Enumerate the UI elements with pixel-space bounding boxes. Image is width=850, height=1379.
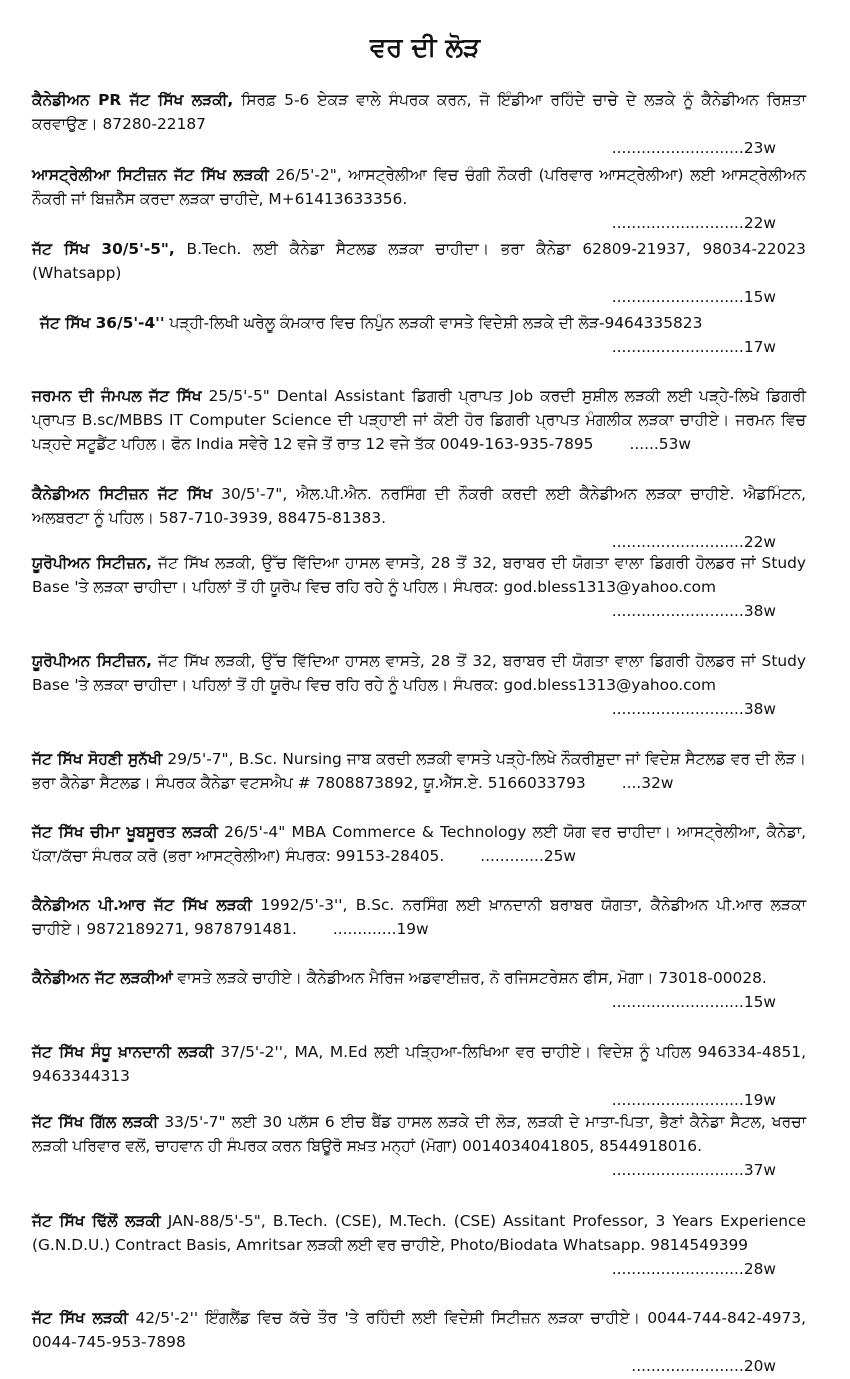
classified-ad <box>32 551 806 623</box>
ad-heading: ਜੱਟ ਸਿੱਖ ਗਿੱਲ ਲੜਕੀ <box>32 1113 159 1131</box>
ad-code: ...........................23w <box>611 139 776 157</box>
ad-heading: ਕੈਨੇਡੀਅਨ ਸਿਟੀਜ਼ਨ ਜੱਟ ਸਿੱਖ <box>32 485 213 503</box>
ad-heading: ਆਸਟ੍ਰੇਲੀਆ ਸਿਟੀਜ਼ਨ ਜੱਟ ਸਿੱਖ ਲੜਕੀ <box>32 166 269 184</box>
ad-text: 1992/5'-3'', B.Sc. ਨਰਸਿੰਗ ਲਈ ਖ਼ਾਨਦਾਨੀ ਬਰਾਬਰ ਯੋਗਤਾ, ਕੈਨੇਡੀਅਨ ਪੀ.ਆਰ ਲੜਕਾ ਚਾਹੀਏ। 9872189271, 9878791481. <box>32 896 806 938</box>
classified-ad <box>32 966 806 1014</box>
ad-text: 26/5'-4" MBA Commerce & Technology ਲਈ ਯੋਗ ਵਰ ਚਾਹੀਦਾ। ਆਸਟ੍ਰੇਲੀਆ, ਕੈਨੇਡਾ, ਪੱਕਾ/ਕੱਚਾ ਸੰਪਰਕ ਕਰੋ (ਭਰਾ ਆਸਟ੍ਰੇਲੀਆ) ਸੰਪਰਕ: 99153-28405. <box>32 823 807 865</box>
ad-code: ...........................19w <box>611 1091 776 1109</box>
ad-heading: ਜੱਟ ਸਿੱਖ ਸੰਧੂ ਖ਼ਾਨਦਾਨੀ ਲੜਕੀ <box>32 1043 214 1061</box>
ad-text: 42/5'-2'' ਇੰਗਲੈਂਡ ਵਿਚ ਕੱਚੇ ਤੌਰ 'ਤੇ ਰਹਿੰਦੀ ਲਈ ਵਿਦੇਸ਼ੀ ਸਿਟੀਜ਼ਨ ਲੜਕਾ ਚਾਹੀਏ। 0044-744-842-4973, 0044-745-953-7898 <box>32 1309 807 1351</box>
page-title: ਵਰ ਦੀ ਲੋੜ <box>369 33 481 63</box>
ad-heading: ਕੈਨੇਡੀਅਨ ਪੀ.ਆਰ ਜੱਟ ਸਿੱਖ ਲੜਕੀ <box>32 896 252 914</box>
ad-heading: ਕੈਨੇਡੀਅਨ PR ਜੱਟ ਸਿੱਖ ਲੜਕੀ, <box>32 91 234 109</box>
ad-code: ....32w <box>621 774 674 792</box>
ad-code: ...........................15w <box>611 288 776 306</box>
classified-ad <box>32 1040 806 1112</box>
classified-ad <box>32 820 806 868</box>
ad-code: ...........................22w <box>611 214 776 232</box>
ad-code: ...........................28w <box>611 1260 776 1278</box>
ad-text: ਜੱਟ ਸਿੱਖ ਲੜਕੀ, ਉੱਚ ਵਿੱਦਿਆ ਹਾਸਲ ਵਾਸਤੇ, 28 ਤੋਂ 32, ਬਰਾਬਰ ਦੀ ਯੋਗਤਾ ਵਾਲਾ ਡਿਗਰੀ ਹੋਲਡਰ ਜਾਂ Study Base 'ਤੇ ਲੜਕਾ ਚਾਹੀਦਾ। ਪਹਿਲਾਂ ਤੋਂ ਹੀ ਯੂਰੋਪ ਵਿਚ ਰਹਿ ਰਹੇ ਨੂੰ ਪਹਿਲ। ਸੰਪਰਕ: god.bless1313@yahoo.com <box>32 554 806 596</box>
classified-ad <box>32 893 806 941</box>
ad-code: .............19w <box>332 920 429 938</box>
classified-ad <box>32 1110 806 1182</box>
classified-ad <box>32 747 806 795</box>
ad-text: ਵਾਸਤੇ ਲੜਕੇ ਚਾਹੀਏ। ਕੈਨੇਡੀਅਨ ਮੈਰਿਜ ਅਡਵਾਈਜ਼ਰ, ਨੋ ਰਜਿਸਟਰੇਸ਼ਨ ਫੀਸ, ਮੋਗਾ। 73018-00028. <box>172 969 767 987</box>
ad-heading: ਜੱਟ ਸਿੱਖ 36/5'-4'' <box>40 314 165 332</box>
ad-text: ਸਿਰਫ਼ 5-6 ਏਕੜ ਵਾਲੇ ਸੰਪਰਕ ਕਰਨ, ਜੋ ਇੰਡੀਆ ਰਹਿੰਦੇ ਚਾਚੇ ਦੇ ਲੜਕੇ ਨੂੰ ਕੈਨੇਡੀਅਨ ਰਿਸ਼ਤਾ ਕਰਵਾਉਣ। 87280-22187 <box>32 91 806 133</box>
ad-text: B.Tech. ਲਈ ਕੈਨੇਡਾ ਸੈਟਲਡ ਲੜਕਾ ਚਾਹੀਦਾ। ਭਰਾ ਕੈਨੇਡਾ 62809-21937, 98034-22023 (Whatsapp) <box>32 240 806 282</box>
classified-ad <box>32 482 806 554</box>
ad-heading: ਜੱਟ ਸਿੱਖ ਢਿੱਲੋਂ ਲੜਕੀ <box>32 1212 161 1230</box>
ad-text: JAN-88/5'-5", B.Tech. (CSE), M.Tech. (CSE) Assitant Professor, 3 Years Experience (G.N.D.U.) Contract Basis, Amritsar ਲੜਕੀ ਲਈ ਵਰ ਚਾਹੀਏ, Photo/Biodata Whatsapp. 9814549399 <box>32 1212 806 1254</box>
classified-ad <box>32 163 806 235</box>
ad-heading: ਯੂਰੋਪੀਅਨ ਸਿਟੀਜ਼ਨ, <box>32 554 152 572</box>
ad-text: 29/5'-7", B.Sc. Nursing ਜਾਬ ਕਰਦੀ ਲੜਕੀ ਵਾਸਤੇ ਪੜ੍ਹੇ-ਲਿਖੇ ਨੌਕਰੀਸ਼ੁਦਾ ਜਾਂ ਵਿਦੇਸ਼ ਸੈਟਲਡ ਵਰ ਦੀ ਲੋੜ। ਭਰਾ ਕੈਨੇਡਾ ਸੈਟਲਡ। ਸੰਪਰਕ ਕੈਨੇਡਾ ਵਟਸਐਪ # 7808873892, ਯੂ.ਐੱਸ.ਏ. 5166033793 <box>32 750 806 792</box>
ad-code: ...........................22w <box>611 533 776 551</box>
classified-ad <box>32 1306 806 1378</box>
classified-ad <box>32 649 806 721</box>
classified-ad <box>32 311 806 359</box>
ad-code: ...........................38w <box>611 700 776 718</box>
ad-heading: ਕੈਨੇਡੀਅਨ ਜੱਟ ਲੜਕੀਆਂ <box>32 969 173 987</box>
ad-code: ...........................37w <box>611 1161 776 1179</box>
classified-ad <box>32 88 806 160</box>
classified-ad <box>32 1209 806 1281</box>
ad-text: 37/5'-2'', MA, M.Ed ਲਈ ਪੜ੍ਹਿਆ-ਲਿਖਿਆ ਵਰ ਚਾਹੀਏ। ਵਿਦੇਸ਼ ਨੂੰ ਪਹਿਲ 946334-4851, 9463344313 <box>32 1043 806 1085</box>
ad-heading: ਯੂਰੋਪੀਅਨ ਸਿਟੀਜ਼ਨ, <box>32 652 152 670</box>
ad-text: ਜੱਟ ਸਿੱਖ ਲੜਕੀ, ਉੱਚ ਵਿੱਦਿਆ ਹਾਸਲ ਵਾਸਤੇ, 28 ਤੋਂ 32, ਬਰਾਬਰ ਦੀ ਯੋਗਤਾ ਵਾਲਾ ਡਿਗਰੀ ਹੋਲਡਰ ਜਾਂ Study Base 'ਤੇ ਲੜਕਾ ਚਾਹੀਦਾ। ਪਹਿਲਾਂ ਤੋਂ ਹੀ ਯੂਰੋਪ ਵਿਚ ਰਹਿ ਰਹੇ ਨੂੰ ਪਹਿਲ। ਸੰਪਰਕ: god.bless1313@yahoo.com <box>32 652 806 694</box>
classified-ad <box>32 237 806 309</box>
ad-code: ...........................17w <box>611 338 776 356</box>
classified-ad <box>32 384 806 456</box>
ad-code: .............25w <box>480 847 577 865</box>
ad-heading: ਜੱਟ ਸਿੱਖ 30/5'-5", <box>32 240 175 258</box>
ad-heading: ਜੱਟ ਸਿੱਖ ਚੀਮਾ ਖੂਬਸੂਰਤ ਲੜਕੀ <box>32 823 218 841</box>
ad-heading: ਜੱਟ ਸਿੱਖ ਲੜਕੀ <box>32 1309 129 1327</box>
ad-heading: ਜੱਟ ਸਿੱਖ ਸੋਹਣੀ ਸੁਨੱਖੀ <box>32 750 163 768</box>
ad-code: .......................20w <box>631 1357 776 1375</box>
ad-text: 25/5'-5" Dental Assistant ਡਿਗਰੀ ਪ੍ਰਾਪਤ Job ਕਰਦੀ ਸੁਸ਼ੀਲ ਲੜਕੀ ਲਈ ਪੜ੍ਹੇ-ਲਿਖੇ ਡਿਗਰੀ ਪ੍ਰਾਪਤ B.sc/MBBS IT Computer Science ਦੀ ਪੜ੍ਹਾਈ ਜਾਂ ਕੋਈ ਹੋਰ ਡਿਗਰੀ ਪ੍ਰਾਪਤ ਮੰਗਲੀਕ ਲੜਕਾ ਚਾਹੀਏ। ਜਰਮਨ ਵਿਚ ਪੜ੍ਹਦੇ ਸਟੂਡੈਂਟ ਪਹਿਲ। ਫੋਨ India ਸਵੇਰੇ 12 ਵਜੇ ਤੋਂ ਰਾਤ 12 ਵਜੇ ਤੱਕ 0049-163-935-7895 <box>32 387 806 453</box>
ad-text: 33/5'-7" ਲਈ 30 ਪਲੱਸ 6 ਈਚ ਬੈਂਡ ਹਾਸਲ ਲੜਕੇ ਦੀ ਲੋੜ, ਲੜਕੀ ਦੇ ਮਾਤਾ-ਪਿਤਾ, ਭੈਣਾਂ ਕੈਨੇਡਾ ਸੈਟਲ, ਖਰਚਾ ਲੜਕੀ ਪਰਿਵਾਰ ਵਲੋਂ, ਚਾਹਵਾਨ ਹੀ ਸੰਪਰਕ ਕਰਨ ਬਿਊਰੋ ਸਖ਼ਤ ਮਨ੍ਹਾਂ (ਮੋਗਾ) 0014034041805, 8544918016. <box>32 1113 807 1155</box>
ad-text: 26/5'-2", ਆਸਟ੍ਰੇਲੀਆ ਵਿਚ ਚੰਗੀ ਨੌਕਰੀ (ਪਰਿਵਾਰ ਆਸਟ੍ਰੇਲੀਆ) ਲਈ ਆਸਟ੍ਰੇਲੀਅਨ ਨੌਕਰੀ ਜਾਂ ਬਿਜ਼ਨੈੱਸ ਕਰਦਾ ਲੜਕਾ ਚਾਹੀਦੇ, M+61413633356. <box>32 166 807 208</box>
ad-text: ਪੜ੍ਹੀ-ਲਿਖੀ ਘਰੇਲੂ ਕੰਮਕਾਰ ਵਿਚ ਨਿਪੁੰਨ ਲੜਕੀ ਵਾਸਤੇ ਵਿਦੇਸ਼ੀ ਲੜਕੇ ਦੀ ਲੋੜ-9464335823 <box>164 314 703 332</box>
ad-code: ...........................15w <box>611 993 776 1011</box>
ad-code: ...........................38w <box>611 602 776 620</box>
ad-code: ......53w <box>629 435 691 453</box>
ad-text: 30/5'-7", ਐਲ.ਪੀ.ਐਨ. ਨਰਸਿੰਗ ਦੀ ਨੌਕਰੀ ਕਰਦੀ ਲਈ ਕੈਨੇਡੀਅਨ ਲੜਕਾ ਚਾਹੀਏ. ਐਡਮਿੰਟਨ, ਅਲਬਰਟਾ ਨੂੰ ਪਹਿਲ। 587-710-3939, 88475-81383. <box>32 485 806 527</box>
ad-heading: ਜਰਮਨ ਦੀ ਜੰਮਪਲ ਜੱਟ ਸਿੱਖ <box>32 387 202 405</box>
